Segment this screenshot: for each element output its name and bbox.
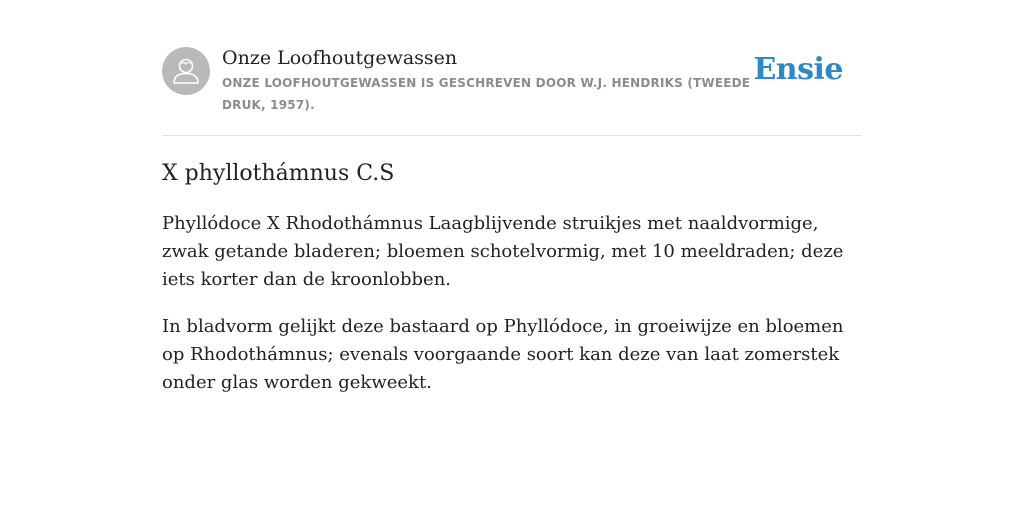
entry-title: X phyllothámnus C.S	[162, 161, 395, 186]
book-subtitle: ONZE LOOFHOUTGEWASSEN IS GESCHREVEN DOOR W.J. HENDRIKS (TWEEDE DRUK, 1957).	[222, 76, 751, 112]
user-icon-graphic	[162, 47, 210, 95]
ensie-logo[interactable]: Ensie	[753, 52, 843, 87]
book-title[interactable]: Onze Loofhoutgewassen	[222, 47, 458, 69]
entry-content	[162, 158, 862, 416]
entry-paragraph: In bladvorm gelijkt deze bastaard op Phyllódoce, in groeiwijze en bloemen op Rhodothámnus; evenals voorgaande soort kan deze van laat zomerstek onder glas worden gekweekt.	[162, 316, 844, 393]
book-header	[162, 44, 862, 136]
user-icon[interactable]	[162, 47, 210, 95]
entry-paragraph: Phyllódoce X Rhodothámnus Laagblijvende struikjes met naaldvormige, zwak getande bladeren; bloemen schotelvormig, met 10 meeldraden; deze iets korter dan de kroonlobben.	[162, 213, 844, 290]
